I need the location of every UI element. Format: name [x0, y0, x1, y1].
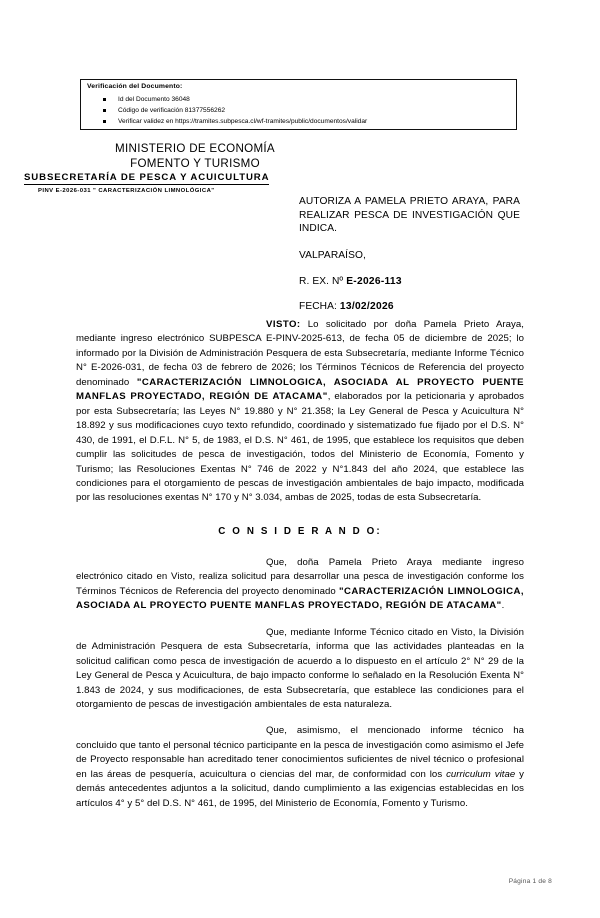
- subsecretaria-heading: SUBSECRETARÍA DE PESCA Y ACUICULTURA: [24, 172, 270, 183]
- considerando-3-italic-term: curriculum vitae: [446, 768, 516, 780]
- project-code-line: PINV E-2026-031 " CARACTERIZACIÓN LIMNOLÓGICA": [38, 188, 215, 194]
- resolution-subject: AUTORIZA A PAMELA PRIETO ARAYA, PARA REALIZAR PESCA DE INVESTIGACIÓN QUE INDICA.: [299, 196, 520, 235]
- considerando-3-text-part-1: Que, asimismo, el mencionado informe técnico ha concluido que tanto el personal técnico participante en la pesca de investigación como asimismo el Jefe de Proyecto responsable han acreditado tener conocimientos suficientes de nivel técnico o profesional en las áreas de pesquería, acuicultura o ciencias del mar, de conformidad con los: [76, 725, 524, 780]
- considerando-2-text: Que, mediante Informe Técnico citado en Visto, la División de Administración Pesquera de esta Subsecretaría, informa que las actividades planteadas en la solicitud califican como pesca de investigación de acuerdo a lo dispuesto en el artículo 2° N° 29 de la Ley General de Pesca y Acuicultura, de bajo impacto conforme lo señalado en la Resolución Exenta N° 1.843 de 2024, y sus modificaciones, de esta Subsecretaría, que establece las condiciones para el otorgamiento de pescas de investigación ambientales de esta naturaleza.: [76, 626, 524, 710]
- verification-title: Verificación del Documento:: [87, 83, 183, 90]
- verification-box: [80, 79, 517, 130]
- paragraph-considerando-2: [76, 626, 524, 713]
- resolution-number-line: [299, 276, 520, 287]
- ministry-line-2: FOMENTO Y TURISMO: [130, 157, 260, 170]
- paragraph-considerando-1: [76, 556, 524, 614]
- ministry-line-1: MINISTERIO DE ECONOMÍA: [115, 142, 275, 155]
- paragraph-considerando-3: [76, 724, 524, 811]
- resolution-number-label: R. EX. Nº: [299, 275, 347, 287]
- considerando-1-text-part-2: .: [501, 600, 505, 612]
- considerando-heading: C O N S I D E R A N D O:: [218, 525, 382, 537]
- verification-item-document-id: Id del Documento 36048: [103, 94, 367, 105]
- resolution-header-block: [299, 195, 520, 312]
- verification-item-validate-url: Verificar validez en https://tramites.subpesca.cl/wf-tramites/public/documentos/validar: [103, 116, 367, 127]
- considerando-1-project-title: "CARACTERIZACIÓN LIMNOLOGICA, ASOCIADA AL PROYECTO PUENTE MANFLAS PROYECTADO, REGIÓN DE ATACAMA": [76, 585, 524, 612]
- ministry-heading: [55, 141, 335, 171]
- visto-text-part-1: Lo solicitado por doña Pamela Prieto Araya, mediante ingreso electrónico SUBPESCA E-PINV-2025-613, de fecha 05 de diciembre de 2025; lo informado por la División de Administración Pesquera de esta Subsecretaría, mediante Informe Técnico N° E-2026-031, de fecha 03 de febrero de 2026; los Términos Técnicos de Referencia del proyecto denominado: [76, 319, 524, 388]
- considerando-1-text-part-1: Que, doña Pamela Prieto Araya mediante ingreso electrónico citado en Visto, realiza solicitud para desarrollar una pesca de investigación conforme los Términos Técnicos de Referencia del proyecto denominado: [76, 556, 524, 597]
- visto-label: VISTO:: [266, 319, 301, 330]
- visto-project-title: "CARACTERIZACIÓN LIMNOLOGICA, ASOCIADA AL PROYECTO PUENTE MANFLAS PROYECTADO, REGIÓN DE ATACAMA": [76, 376, 524, 403]
- verification-list: [103, 94, 367, 127]
- resolution-date-line: [299, 301, 520, 312]
- resolution-date-label: FECHA:: [299, 300, 340, 312]
- document-body: [76, 318, 524, 823]
- considerando-3-text-part-2: y demás antecedentes adjuntos a la solicitud, dando cumplimiento a las exigencias establecidas en los artículos 4° y 5° del D.S. N° 461, de 1995, del Ministerio de Economía, Fomento y Turismo.: [76, 768, 525, 809]
- resolution-number-value: E-2026-113: [346, 275, 402, 287]
- visto-text-part-2: , elaborados por la peticionaria y aprobados por esta Subsecretaría; las Leyes N° 19.880 y N° 21.358; la Ley General de Pesca y Acuicultura N° 18.892 y sus modificaciones cuyo texto refundido, coordinado y sistematizado fue fijado por el D.S. N° 430, de 1991, el D.F.L. N° 5, de 1983, el D.S. N° 461, de 1995, que establece los requisitos que deben cumplir las solicitudes de pesca de investigación, todos del Ministerio de Economía, Fomento y Turismo; las Resoluciones Exentas N° 746 de 2022 y N°1.843 del año 2024, que establece las condiciones para el otorgamiento de pescas de investigación ambientales de bajo impacto, modificada por las resoluciones exentas N° 170 y N° 3.034, ambas de 2025, todas de esta Subsecretaría.: [76, 391, 524, 504]
- resolution-date-value: 13/02/2026: [339, 300, 394, 312]
- paragraph-visto: [76, 318, 524, 506]
- verification-item-code: Código de verificación 81377556262: [103, 105, 367, 116]
- resolution-city: VALPARAÍSO,: [299, 249, 366, 261]
- page-number: Página 1 de 8: [508, 878, 552, 885]
